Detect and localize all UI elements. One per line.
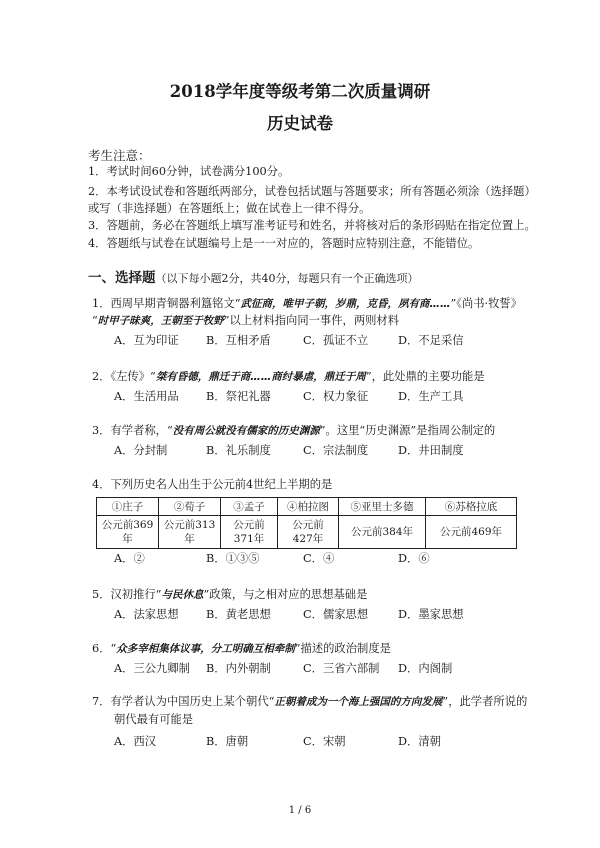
question-text: 7．有学者认为中国历史上某个朝代“ xyxy=(92,695,275,708)
notice-item: 4．答题纸与试卷在试题编号上是一一对应的，答题时应特别注意，不能错位。 xyxy=(88,237,480,250)
exam-subtitle: 历史试卷 xyxy=(267,114,333,133)
section-heading xyxy=(88,266,419,286)
exam-title: 2018学年度等级考第二次质量调研 xyxy=(169,82,431,101)
birth-year: 公元前384年 xyxy=(350,526,414,538)
question-1-option-b[interactable]: B．互相矛盾 xyxy=(206,334,271,347)
question-quote: 时甲子昧爽，王朝至于牧野 xyxy=(97,315,224,327)
table-header-cell: ③孟子 xyxy=(221,498,278,516)
question-text: ”以上材料指向同一事件，两则材料 xyxy=(223,314,400,327)
question-text: ”，此处鼎的主要功能是 xyxy=(365,370,485,383)
question-2-option-d[interactable]: D．生产工具 xyxy=(398,390,464,403)
question-3-option-a[interactable]: A．分封制 xyxy=(114,444,168,457)
birth-year: 公元前469年 xyxy=(439,526,503,538)
notice-item: 1．考试时间60分钟，试卷满分100分。 xyxy=(88,165,290,178)
question-text: 2．《左传》“ xyxy=(92,370,156,383)
question-1-option-a[interactable]: A．互为印证 xyxy=(114,334,179,347)
section-note: （以下每小题2分，共40分，每题只有一个正确选项） xyxy=(155,272,419,285)
question-2-option-b[interactable]: B．祭祀礼器 xyxy=(206,390,271,403)
question-6-option-a[interactable]: A．三公九卿制 xyxy=(114,662,190,675)
question-text: ”描述的政治制度是 xyxy=(294,642,391,655)
question-3-option-b[interactable]: B．礼乐制度 xyxy=(206,444,271,457)
question-3-option-c[interactable]: C．宗法制度 xyxy=(303,444,369,457)
question-1-option-d[interactable]: D．不足采信 xyxy=(398,334,464,347)
table-header-cell: ⑤亚里士多德 xyxy=(339,498,426,516)
question-quote: 武征商，唯甲子朝，岁鼎，克昏，夙有商…… xyxy=(240,298,451,310)
question-text: 5．汉初推行“ xyxy=(92,588,162,601)
question-3-option-d[interactable]: D．井田制度 xyxy=(398,444,464,457)
question-1-stem-line2 xyxy=(92,313,399,329)
question-7-option-a[interactable]: A．西汉 xyxy=(114,735,157,748)
table-header-cell: ⑥苏格拉底 xyxy=(426,498,517,516)
table-cell xyxy=(159,516,221,549)
question-1-stem xyxy=(92,296,522,312)
birth-year: 公元前313 xyxy=(163,519,216,531)
question-text: ”政策，与之相对应的思想基础是 xyxy=(203,588,368,601)
question-6-option-d[interactable]: D．内阁制 xyxy=(398,662,453,675)
question-text: ”《尚书·牧誓》 xyxy=(450,297,523,310)
question-3-stem xyxy=(92,423,495,439)
question-6-option-c[interactable]: C．三省六部制 xyxy=(303,662,380,675)
question-4-option-a[interactable]: A．② xyxy=(114,552,145,565)
table-cell xyxy=(426,516,517,549)
birth-year: 年 xyxy=(122,533,133,545)
question-6-option-b[interactable]: B．内外朝制 xyxy=(206,662,271,675)
question-4-option-b[interactable]: B．①③⑤ xyxy=(206,552,260,565)
question-5-option-d[interactable]: D．墨家思想 xyxy=(398,608,464,621)
question-2-option-a[interactable]: A．生活用品 xyxy=(114,390,179,403)
question-4-option-d[interactable]: D．⑥ xyxy=(398,552,430,565)
question-7-option-d[interactable]: D．清朝 xyxy=(398,735,441,748)
question-quote: 与民休息 xyxy=(161,589,204,601)
question-quote: 众多宰相集体议事，分工明确互相牵制 xyxy=(116,643,295,655)
question-5-option-b[interactable]: B．黄老思想 xyxy=(206,608,271,621)
question-text: 3．有学者称，“ xyxy=(92,424,173,437)
table-cell xyxy=(278,516,339,549)
table-header-cell: ④柏拉图 xyxy=(278,498,339,516)
question-1-option-c[interactable]: C．孤证不立 xyxy=(303,334,369,347)
question-4-stem: 4．下列历史名人出生于公元前4世纪上半期的是 xyxy=(92,478,333,491)
birth-year: 公元前 xyxy=(292,519,324,531)
notice-item: 3．答题前，务必在答题纸上填写准考证号和姓名，并将核对后的条形码贴在指定位置上。 xyxy=(88,219,536,232)
question-5-option-a[interactable]: A．法家思想 xyxy=(114,608,179,621)
section-name: 一、选择题 xyxy=(88,270,156,286)
question-text: 6．“ xyxy=(92,642,117,655)
birth-year: 年 xyxy=(184,533,195,545)
question-7-stem xyxy=(92,694,527,710)
birth-year: 427年 xyxy=(292,533,324,545)
question-2-option-c[interactable]: C．权力象征 xyxy=(303,390,369,403)
question-text: ”。这里“历史渊源”是指周公制定的 xyxy=(319,424,496,437)
page-number: 1 / 6 xyxy=(288,805,312,816)
question-7-stem-line2: 朝代最有可能是 xyxy=(114,713,194,726)
notice-item: 或写（非选择题）在答题纸上；做在试卷上一律不得分。 xyxy=(88,202,371,215)
question-quote: 桀有昏德，鼎迁于商……商纣暴虐，鼎迁于周 xyxy=(155,371,366,383)
table-header-cell: ①庄子 xyxy=(97,498,159,516)
question-6-stem xyxy=(92,641,391,657)
question-quote: 没有周公就没有儒家的历史渊源 xyxy=(172,425,320,437)
table-cell xyxy=(97,516,159,549)
question-7-option-b[interactable]: B．唐朝 xyxy=(206,735,249,748)
question-7-option-c[interactable]: C．宋朝 xyxy=(303,735,346,748)
question-2-stem xyxy=(92,369,485,385)
question-text: 1．西周早期青铜器利簋铭文“ xyxy=(92,297,241,310)
birth-year: 371年 xyxy=(233,533,265,545)
notice-item: 2．本考试设试卷和答题纸两部分，试卷包括试题与答题要求；所有答题必须涂（选择题） xyxy=(88,185,536,198)
question-text: ”，此学者所说的 xyxy=(442,695,528,708)
question-5-stem xyxy=(92,587,367,603)
historical-figures-table xyxy=(96,497,517,549)
question-4-option-c[interactable]: C．④ xyxy=(303,552,335,565)
question-5-option-c[interactable]: C．儒家思想 xyxy=(303,608,369,621)
question-quote: 正朝着成为一个海上强国的方向发展 xyxy=(274,696,443,708)
birth-year: 公元前369 xyxy=(101,519,154,531)
question-text: “ xyxy=(92,314,98,327)
birth-year: 公元前 xyxy=(233,519,265,531)
notice-heading: 考生注意： xyxy=(88,148,151,163)
table-cell xyxy=(221,516,278,549)
table-header-cell: ②荀子 xyxy=(159,498,221,516)
table-cell xyxy=(339,516,426,549)
